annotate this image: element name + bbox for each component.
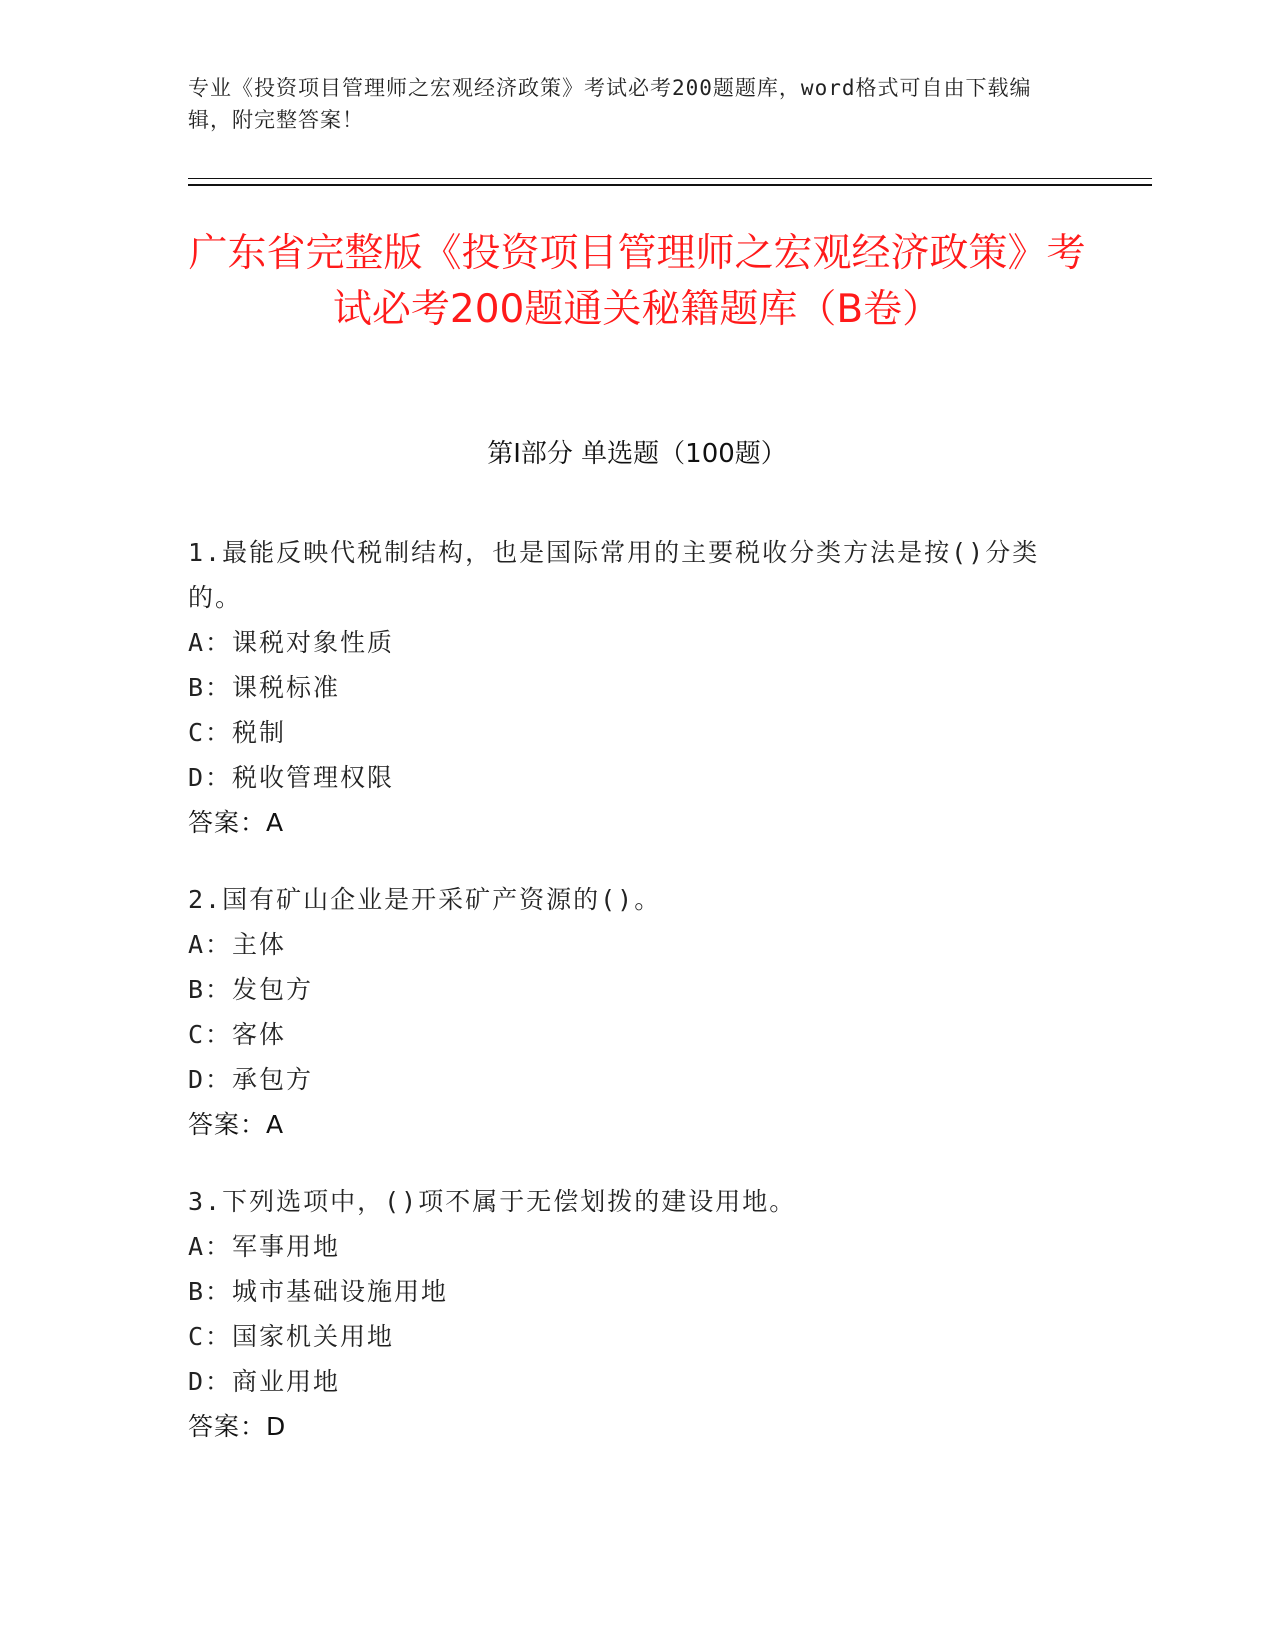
header-divider-thick bbox=[188, 184, 1152, 186]
question-text: 1.最能反映代税制结构，也是国际常用的主要税收分类方法是按()分类的。 bbox=[188, 538, 1040, 612]
answer-line: 答案：D bbox=[188, 1412, 287, 1441]
option-b: B：发包方 bbox=[188, 975, 314, 1004]
option-a: A：主体 bbox=[188, 930, 287, 959]
option-d: D：税收管理权限 bbox=[188, 763, 395, 792]
option-d: D：承包方 bbox=[188, 1065, 314, 1094]
header-note: 专业《投资项目管理师之宏观经济政策》考试必考200题题库，word格式可自由下载编辑，附完整答案！ bbox=[188, 76, 1032, 132]
option-b: B：课税标准 bbox=[188, 673, 341, 702]
document-title: 广东省完整版《投资项目管理师之宏观经济政策》考试必考200题通关秘籍题库（B卷） bbox=[188, 231, 1086, 332]
section-title: 第Ⅰ部分 单选题（100题） bbox=[487, 439, 787, 469]
option-a: A：军事用地 bbox=[188, 1232, 341, 1261]
header-divider-thin bbox=[188, 178, 1152, 179]
question-text: 3.下列选项中，()项不属于无偿划拨的建设用地。 bbox=[188, 1187, 797, 1216]
question-item bbox=[188, 877, 1068, 1147]
option-d: D：商业用地 bbox=[188, 1367, 341, 1396]
question-item bbox=[188, 530, 1068, 845]
option-b: B：城市基础设施用地 bbox=[188, 1277, 449, 1306]
option-c: C：客体 bbox=[188, 1020, 287, 1049]
answer-line: 答案：A bbox=[188, 808, 285, 837]
question-text: 2.国有矿山企业是开采矿产资源的()。 bbox=[188, 885, 662, 914]
question-list bbox=[188, 530, 1068, 1481]
answer-line: 答案：A bbox=[188, 1110, 285, 1139]
option-c: C：国家机关用地 bbox=[188, 1322, 395, 1351]
option-a: A：课税对象性质 bbox=[188, 628, 395, 657]
option-c: C：税制 bbox=[188, 718, 287, 747]
question-item bbox=[188, 1179, 1068, 1449]
